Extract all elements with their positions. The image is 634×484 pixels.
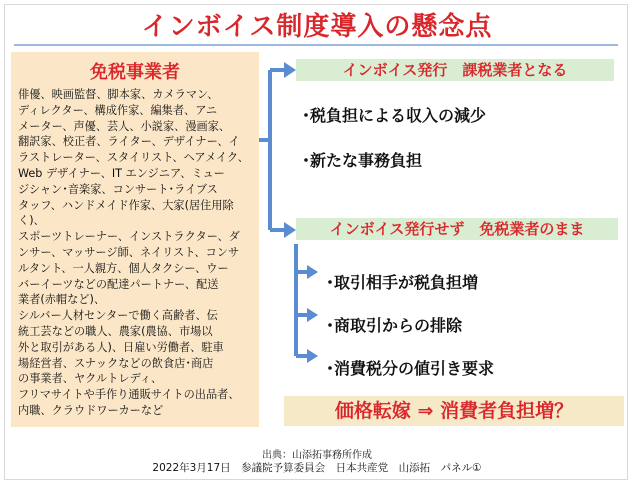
tax-exempt-line: 翻訳家、校正者、ライター、デザイナー、イ <box>18 135 240 149</box>
tax-exempt-line: 外と取引がある人)、日雇い労働者、駐車 <box>18 340 224 354</box>
tax-exempt-line: く)、 <box>18 214 45 228</box>
tax-exempt-line: 場経営者、スナックなどの飲食店･商店 <box>18 356 214 370</box>
tax-exempt-line: バーイーツなどの配達パートナー、配送 <box>18 277 219 291</box>
source-note: 出典：山添拓事務所作成 <box>262 450 372 461</box>
tax-exempt-line: Web デザイナー、IT エンジニア、ミュー <box>18 166 225 180</box>
conclusion-box: 価格転嫁 ⇒ 消費者負担増？ <box>284 396 624 426</box>
arrow-head-point-2 <box>307 308 318 322</box>
sub-branch-connector <box>296 244 308 356</box>
issue-point-income: ･税負担による収入の減少 <box>302 106 487 125</box>
tax-exempt-heading: 免税事業者 <box>90 62 180 83</box>
tax-exempt-line: シルバー人材センターで働く高齢者、伝 <box>18 309 218 323</box>
page-title: インボイス制度導入の懸念点 <box>141 12 493 42</box>
tax-exempt-line: 内職、クラウドワーカーなど <box>18 403 164 417</box>
no-invoice-banner: インボイス発行せず 免税業者のまま <box>296 218 618 240</box>
arrow-head-point-1 <box>307 265 318 279</box>
issue-invoice-banner: インボイス発行 課税業者となる <box>296 59 614 81</box>
tax-exempt-line: ンサー、マッサージ師、ネイリスト、コンサ <box>18 245 240 259</box>
tax-exempt-line: タッフ、ハンドメイド作家、大家(居住用除 <box>18 198 234 212</box>
no-issue-point-exclusion: ･商取引からの排除 <box>326 316 463 335</box>
tax-exempt-line: 俳優、映画監督、脚本家、カメラマン、 <box>18 88 219 101</box>
no-issue-point-partner-tax: ･取引相手が税負担増 <box>326 273 479 292</box>
tax-exempt-line: ルタント、一人親方、個人タクシー、ウー <box>18 261 229 275</box>
tax-exempt-line: ジシャン･音楽家、コンサート･ライブス <box>18 182 218 196</box>
arrow-head-point-3 <box>307 349 318 363</box>
tax-exempt-line: ラストレーター、スタイリスト、ヘアメイク、 <box>18 151 249 165</box>
arrow-head-no-issue <box>284 222 296 238</box>
tax-exempt-line: ディレクター、構成作家、編集者、アニ <box>18 103 218 117</box>
tax-exempt-line: スポーツトレーナー、インストラクター、ダ <box>18 230 240 244</box>
tax-exempt-line: の事業者、ヤクルトレディ、 <box>18 372 163 386</box>
tax-exempt-line: フリマサイトや手作り通販サイトの出品者、 <box>18 388 240 402</box>
tax-exempt-line: 統工芸などの職人、農家(農協、市場以 <box>18 324 213 338</box>
no-issue-point-discount: ･消費税分の値引き要求 <box>326 359 495 378</box>
issue-point-admin: ･新たな事務負担 <box>302 151 423 170</box>
main-branch-connector <box>259 70 285 230</box>
arrow-head-issue <box>284 62 296 78</box>
tax-exempt-line: メーター、声優、芸人、小説家、漫画家、 <box>18 119 231 133</box>
tax-exempt-line: 業者(赤帽など)、 <box>18 293 106 307</box>
footer-note: 2022年3月17日 参議院予算委員会 日本共産党 山添拓 パネル① <box>152 462 482 474</box>
